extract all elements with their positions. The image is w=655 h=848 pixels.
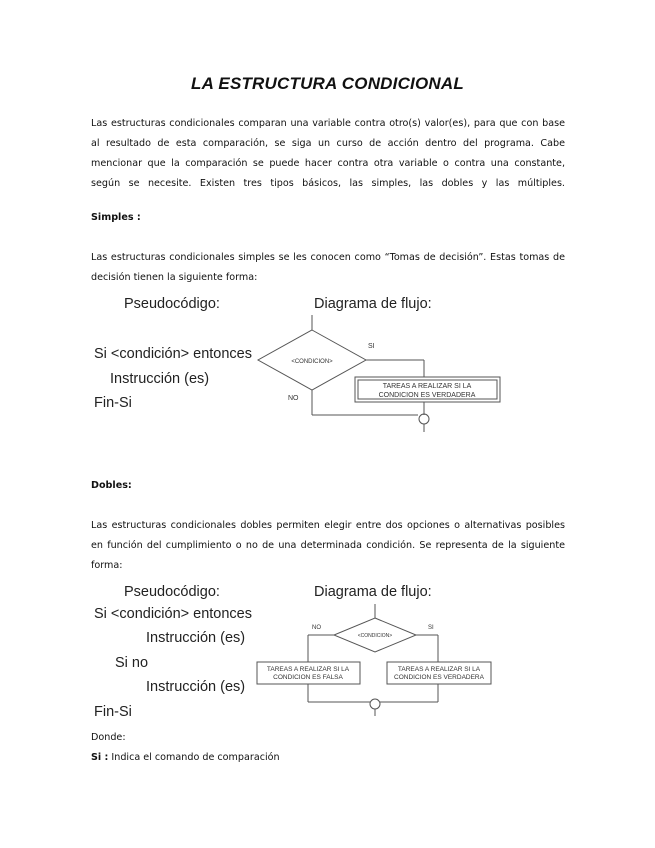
dobles-pseudo-line-3: Si no <box>115 655 149 671</box>
simples-condition-label: <CONDICION> <box>291 359 333 365</box>
si-definition <box>91 752 280 763</box>
si-term: Si : <box>91 752 109 763</box>
dobles-pseudo-line-4: Instrucción (es) <box>146 679 246 695</box>
simples-pseudo-line-1: Si <condición> entonces <box>94 346 252 362</box>
dobles-pseudo-line-5: Fin-Si <box>94 704 132 720</box>
simples-no-label: NO <box>288 395 299 402</box>
dobles-condition-label: <CONDICION> <box>357 633 393 639</box>
simples-box-line-1: TAREAS A REALIZAR SI LA <box>382 383 472 390</box>
intro-paragraph: Las estructuras condicionales comparan una variable contra otro(s) valor(es), para que con base al resultado de esta comparación, se siga un curso de acción dentro del programa. Cabe mencionar que la comparación se puede hacer contra otra variable o contra una constante, según se necesite. Existen tres tipos básicos, las simples, las dobles y las múltiples. <box>91 118 565 189</box>
dobles-flow-title: Diagrama de flujo: <box>314 584 432 600</box>
si-description: Indica el comando de comparación <box>108 752 280 763</box>
dobles-pseudo-title: Pseudocódigo: <box>124 584 220 600</box>
dobles-flowchart <box>250 600 510 725</box>
simples-pseudo-title: Pseudocódigo: <box>124 296 220 312</box>
dobles-false-line-2: CONDICION ES FALSA <box>273 674 343 681</box>
simples-pseudo-line-2: Instrucción (es) <box>110 371 210 387</box>
dobles-paragraph: Las estructuras condicionales dobles permiten elegir entre dos opciones o alternativas posibles en función del cumplimiento o no de una determinada condición. Se representa de la siguiente forma: <box>91 520 565 571</box>
simples-paragraph: Las estructuras condicionales simples se les conocen como “Tomas de decisión”. Estas tomas de decisión tienen la siguiente forma: <box>91 252 565 283</box>
dobles-pseudo-line-2: Instrucción (es) <box>146 630 246 646</box>
simples-pseudo-line-3: Fin-Si <box>94 395 132 411</box>
simples-flowchart <box>250 312 520 437</box>
dobles-pseudo-line-1: Si <condición> entonces <box>94 606 252 622</box>
dobles-false-line-1: TAREAS A REALIZAR SI LA <box>266 666 350 673</box>
simples-yes-label: SI <box>368 343 375 350</box>
dobles-true-line-1: TAREAS A REALIZAR SI LA <box>397 666 481 673</box>
simples-heading: Simples : <box>91 212 141 223</box>
dobles-true-line-2: CONDICION ES VERDADERA <box>394 674 484 681</box>
dobles-yes-label: SI <box>428 625 434 631</box>
page-title: LA ESTRUCTURA CONDICIONAL <box>191 74 464 93</box>
donde-label: Donde: <box>91 732 126 743</box>
simples-box-line-2: CONDICION ES VERDADERA <box>378 392 476 399</box>
simples-flow-title: Diagrama de flujo: <box>314 296 432 312</box>
dobles-heading: Dobles: <box>91 480 132 491</box>
dobles-no-label: NO <box>312 625 321 631</box>
